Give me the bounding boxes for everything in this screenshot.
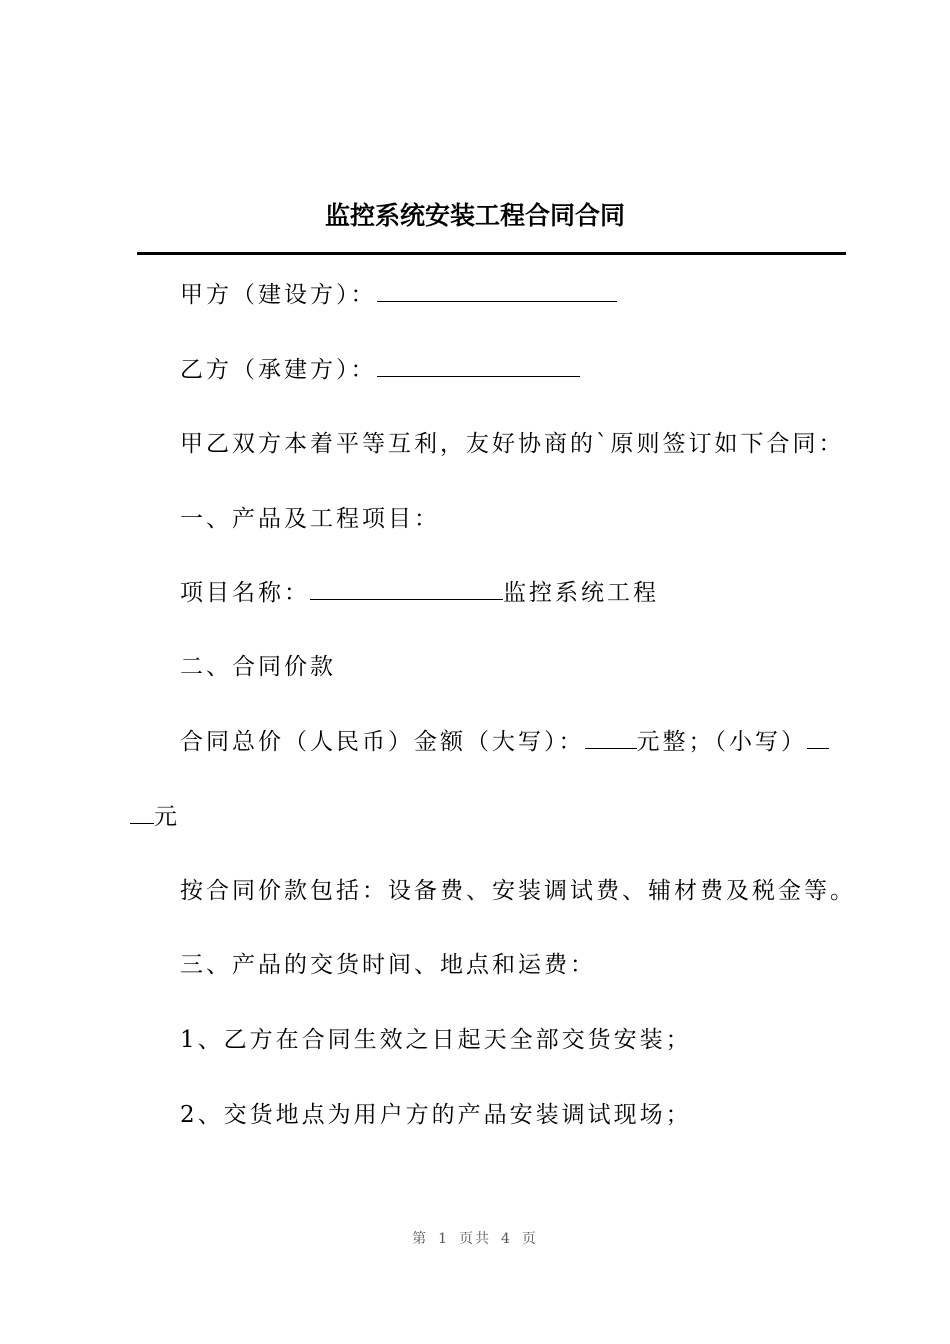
title-divider — [137, 252, 846, 255]
price-lowercase-blank-start — [807, 728, 829, 749]
footer-prefix: 第 — [412, 1231, 429, 1247]
price-line-continued — [130, 802, 180, 832]
footer-suffix: 页 — [521, 1231, 538, 1247]
party-a-line — [180, 280, 617, 310]
party-a-blank — [377, 281, 617, 302]
document-title: 监控系统安装工程合同合同 — [324, 201, 625, 230]
section3-heading: 三、产品的交货时间、地点和运费： — [180, 952, 596, 978]
price-unit-label: 元整；（小写） — [636, 729, 807, 755]
footer-current-page: 1 — [438, 1231, 449, 1247]
price-lowercase-blank-end — [130, 803, 154, 824]
party-b-blank — [377, 356, 580, 377]
price-currency-label: 元 — [154, 804, 180, 830]
page-footer — [0, 1228, 950, 1248]
project-name-blank — [310, 579, 503, 600]
party-a-label: 甲方（建设方）： — [180, 282, 377, 308]
price-line — [180, 727, 829, 757]
price-amount-label: 合同总价（人民币）金额（大写）： — [180, 729, 585, 755]
section1-heading: 一、产品及工程项目： — [180, 506, 440, 532]
price-uppercase-blank — [585, 728, 637, 749]
project-name-label: 项目名称： — [180, 580, 310, 606]
footer-middle: 页共 — [459, 1231, 491, 1247]
party-b-line — [180, 355, 580, 385]
footer-total-pages: 4 — [501, 1231, 512, 1247]
list-item-1: 1、乙方在合同生效之日起天全部交货安装； — [180, 1027, 692, 1053]
list-item-2: 2、交货地点为用户方的产品安装调试现场； — [180, 1102, 692, 1128]
price-includes-paragraph: 按合同价款包括：设备费、安装调试费、辅材费及税金等。 — [180, 878, 856, 904]
section2-heading: 二、合同价款 — [180, 654, 336, 680]
project-name-suffix: 监控系统工程 — [503, 580, 659, 606]
project-name-line — [180, 578, 659, 608]
party-b-label: 乙方（承建方）： — [180, 357, 377, 383]
intro-paragraph: 甲乙双方本着平等互利，友好协商的`原则签订如下合同： — [180, 431, 845, 457]
